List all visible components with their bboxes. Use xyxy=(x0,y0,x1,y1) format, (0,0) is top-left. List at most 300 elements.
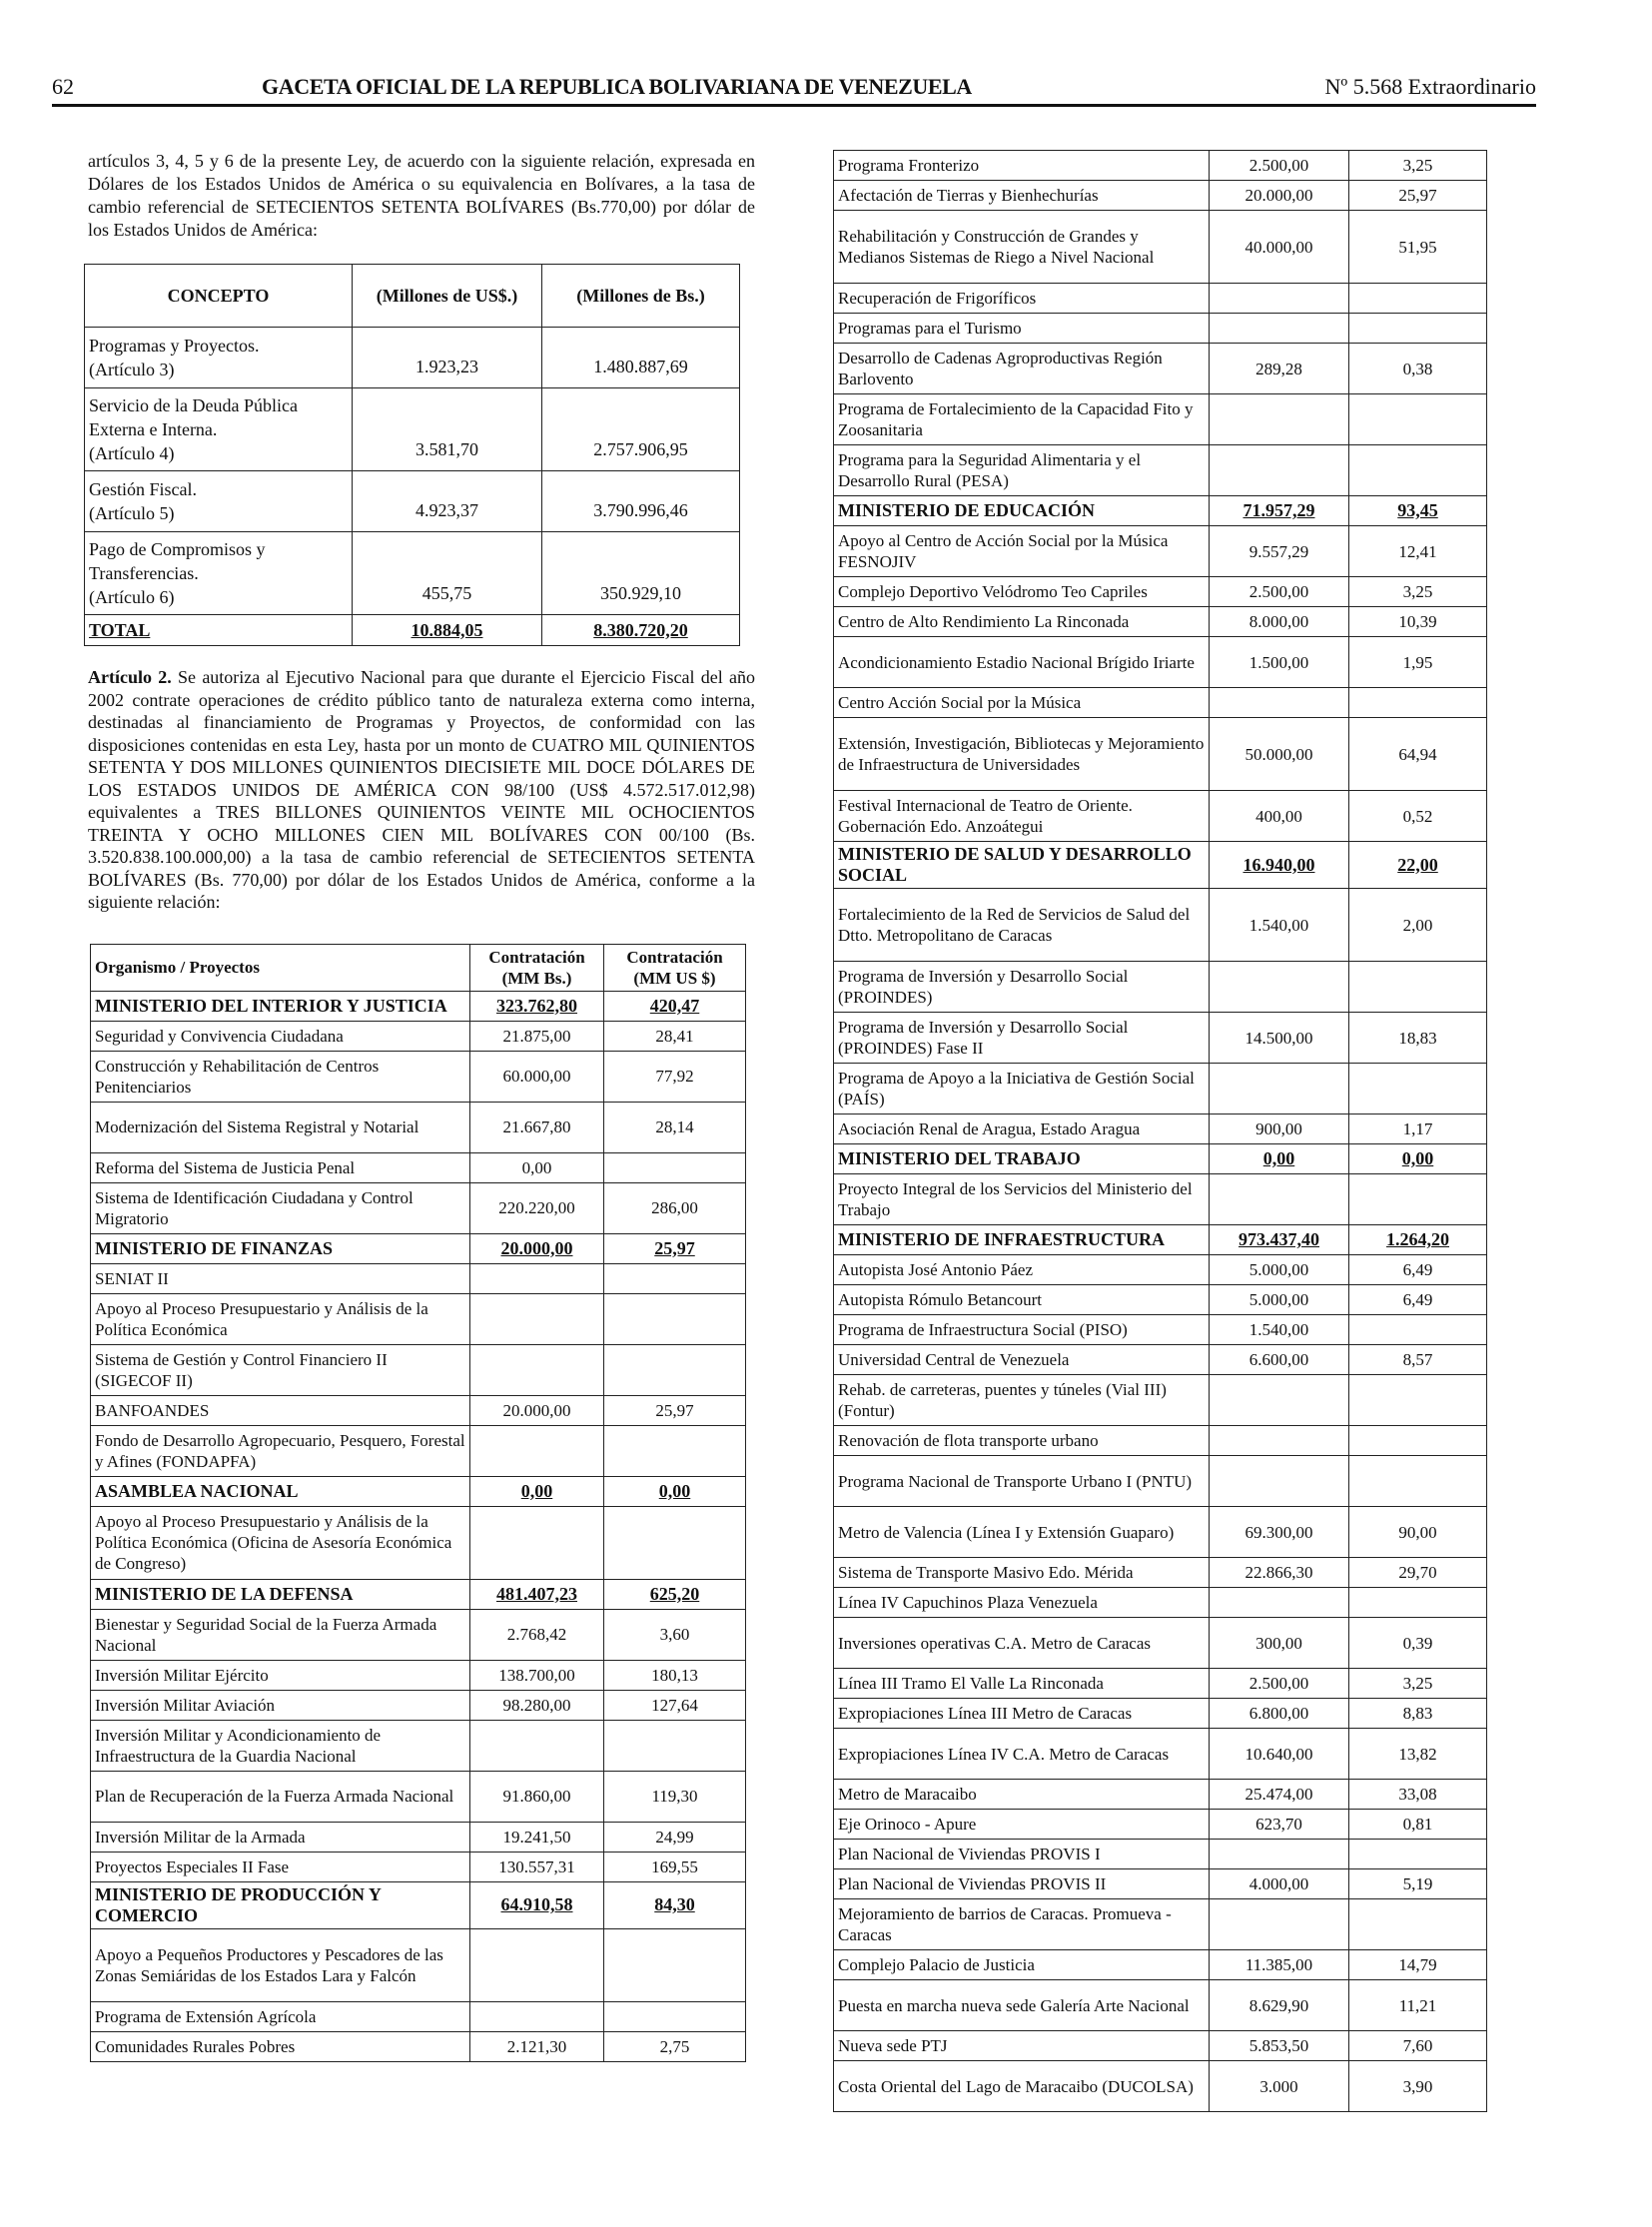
project-usd-amount: 10,39 xyxy=(1349,607,1487,637)
project-name: BANFOANDES xyxy=(91,1395,470,1425)
project-row xyxy=(834,607,1487,637)
ministry-row xyxy=(834,1144,1487,1174)
project-usd-amount: 3,60 xyxy=(604,1609,746,1660)
project-name: Apoyo al Proceso Presupuestario y Análisis de la Política Económica (Oficina de Asesoría Económica de Congreso) xyxy=(91,1506,470,1579)
project-usd-amount: 28,41 xyxy=(604,1021,746,1051)
project-usd-amount: 64,94 xyxy=(1349,718,1487,791)
project-bs-amount: 0,00 xyxy=(470,1152,604,1182)
project-name: MINISTERIO DE FINANZAS xyxy=(91,1233,470,1263)
intro-paragraph: artículos 3, 4, 5 y 6 de la presente Ley, de acuerdo con la siguiente relación, expresada en Dólares de los Estados Unidos de América o su equivalencia en Bolívares, a la tasa de cambio referencial de SETECIENTOS SETENTA BOLÍVARES (Bs.770,00) por dólar de los Estados Unidos de América: xyxy=(88,151,755,240)
project-name: Rehabilitación y Construcción de Grandes y Medianos Sistemas de Riego a Nivel Nacional xyxy=(834,211,1210,284)
project-bs-amount: 22.866,30 xyxy=(1210,1558,1349,1588)
project-usd-amount xyxy=(1349,1899,1487,1950)
project-usd-amount xyxy=(1349,314,1487,344)
project-row xyxy=(834,1375,1487,1426)
project-name: Inversión Militar y Acondicionamiento de Infraestructura de la Guardia Nacional xyxy=(91,1720,470,1771)
summary-bs-value: 350.929,10 xyxy=(542,532,740,615)
project-name: Festival Internacional de Teatro de Oriente. Gobernación Edo. Anzoátegui xyxy=(834,791,1210,842)
project-bs-amount xyxy=(1210,1375,1349,1426)
project-bs-amount xyxy=(1210,1064,1349,1114)
project-usd-amount: 3,25 xyxy=(1349,1669,1487,1699)
project-usd-amount: 3,25 xyxy=(1349,577,1487,607)
project-name: Programa de Extensión Agrícola xyxy=(91,2001,470,2031)
summary-concept xyxy=(85,328,353,388)
project-name: MINISTERIO DE PRODUCCIÓN Y COMERCIO xyxy=(91,1881,470,1928)
project-row xyxy=(834,1426,1487,1456)
project-bs-amount: 289,28 xyxy=(1210,344,1349,394)
project-bs-amount: 19.241,50 xyxy=(470,1822,604,1852)
project-usd-amount: 0,38 xyxy=(1349,344,1487,394)
project-name: Complejo Palacio de Justicia xyxy=(834,1950,1210,1980)
project-usd-amount: 51,95 xyxy=(1349,211,1487,284)
project-row xyxy=(91,2001,746,2031)
project-bs-amount: 20.000,00 xyxy=(470,1395,604,1425)
project-usd-amount: 22,00 xyxy=(1349,842,1487,889)
project-name: Programa de Inversión y Desarrollo Social (PROINDES) Fase II xyxy=(834,1013,1210,1064)
project-name: Metro de Maracaibo xyxy=(834,1780,1210,1810)
project-row xyxy=(834,526,1487,577)
project-usd-amount xyxy=(604,1344,746,1395)
project-usd-amount xyxy=(1349,1174,1487,1225)
project-usd-amount: 12,41 xyxy=(1349,526,1487,577)
project-name: Extensión, Investigación, Bibliotecas y Mejoramiento de Infraestructura de Universidades xyxy=(834,718,1210,791)
page-header xyxy=(52,74,1536,107)
project-bs-amount xyxy=(470,1263,604,1293)
ministry-row xyxy=(91,1579,746,1609)
project-row xyxy=(834,1558,1487,1588)
project-row xyxy=(834,688,1487,718)
project-name: Costa Oriental del Lago de Maracaibo (DUCOLSA) xyxy=(834,2061,1210,2112)
project-bs-amount xyxy=(1210,1840,1349,1869)
project-name: Programa Nacional de Transporte Urbano I (PNTU) xyxy=(834,1456,1210,1507)
project-row xyxy=(91,1609,746,1660)
project-name: Autopista José Antonio Páez xyxy=(834,1255,1210,1285)
project-bs-amount: 400,00 xyxy=(1210,791,1349,842)
project-bs-amount: 623,70 xyxy=(1210,1810,1349,1840)
project-row xyxy=(834,1899,1487,1950)
project-row xyxy=(91,1660,746,1690)
project-row xyxy=(834,1840,1487,1869)
project-usd-amount xyxy=(604,1425,746,1476)
project-row xyxy=(91,2031,746,2061)
project-name: Programa de Apoyo a la Iniciativa de Gestión Social (PAÍS) xyxy=(834,1064,1210,1114)
project-name: Reforma del Sistema de Justicia Penal xyxy=(91,1152,470,1182)
project-name: Sistema de Transporte Masivo Edo. Mérida xyxy=(834,1558,1210,1588)
project-bs-amount xyxy=(1210,445,1349,496)
project-name: Plan Nacional de Viviendas PROVIS II xyxy=(834,1869,1210,1899)
project-usd-amount: 8,83 xyxy=(1349,1699,1487,1729)
project-row xyxy=(834,394,1487,445)
project-row xyxy=(834,284,1487,314)
project-usd-amount: 1,17 xyxy=(1349,1114,1487,1144)
project-row xyxy=(834,1456,1487,1507)
project-name: MINISTERIO DE SALUD Y DESARROLLO SOCIAL xyxy=(834,842,1210,889)
project-name: Complejo Deportivo Velódromo Teo Capriles xyxy=(834,577,1210,607)
project-usd-amount: 28,14 xyxy=(604,1102,746,1152)
project-bs-amount: 11.385,00 xyxy=(1210,1950,1349,1980)
project-bs-amount: 21.875,00 xyxy=(470,1021,604,1051)
project-bs-amount: 300,00 xyxy=(1210,1618,1349,1669)
project-usd-amount: 18,83 xyxy=(1349,1013,1487,1064)
project-usd-amount: 93,45 xyxy=(1349,496,1487,526)
project-usd-amount: 33,08 xyxy=(1349,1780,1487,1810)
summary-table xyxy=(84,264,740,646)
project-name: Programa de Fortalecimiento de la Capacidad Fito y Zoosanitaria xyxy=(834,394,1210,445)
project-bs-amount xyxy=(1210,1588,1349,1618)
project-bs-amount: 2.500,00 xyxy=(1210,151,1349,181)
issue-number: Nº 5.568 Extraordinario xyxy=(1324,74,1536,99)
ministry-row xyxy=(91,991,746,1021)
project-bs-amount xyxy=(470,1720,604,1771)
project-usd-amount xyxy=(604,1152,746,1182)
project-name: Universidad Central de Venezuela xyxy=(834,1345,1210,1375)
project-name: Puesta en marcha nueva sede Galería Arte Nacional xyxy=(834,1980,1210,2031)
project-bs-amount: 1.500,00 xyxy=(1210,637,1349,688)
project-bs-amount: 2.121,30 xyxy=(470,2031,604,2061)
project-usd-amount: 11,21 xyxy=(1349,1980,1487,2031)
summary-row xyxy=(85,471,740,532)
project-bs-amount: 2.768,42 xyxy=(470,1609,604,1660)
project-name: Autopista Rómulo Betancourt xyxy=(834,1285,1210,1315)
project-row xyxy=(91,1152,746,1182)
project-name: Fondo de Desarrollo Agropecuario, Pesquero, Forestal y Afines (FONDAPFA) xyxy=(91,1425,470,1476)
project-name: Seguridad y Convivencia Ciudadana xyxy=(91,1021,470,1051)
project-usd-amount: 1,95 xyxy=(1349,637,1487,688)
project-row xyxy=(834,211,1487,284)
project-row xyxy=(834,1174,1487,1225)
projects-header-row xyxy=(91,944,746,991)
project-name: Mejoramiento de barrios de Caracas. Promueva -Caracas xyxy=(834,1899,1210,1950)
project-bs-amount: 4.000,00 xyxy=(1210,1869,1349,1899)
summary-header-bs: (Millones de Bs.) xyxy=(542,265,740,328)
project-name: Construcción y Rehabilitación de Centros Penitenciarios xyxy=(91,1051,470,1102)
project-usd-amount: 25,97 xyxy=(1349,181,1487,211)
project-bs-amount: 130.557,31 xyxy=(470,1852,604,1881)
project-usd-amount: 8,57 xyxy=(1349,1345,1487,1375)
project-usd-amount: 14,79 xyxy=(1349,1950,1487,1980)
page-number: 62 xyxy=(52,74,74,99)
project-bs-amount xyxy=(1210,1456,1349,1507)
project-name: Sistema de Identificación Ciudadana y Control Migratorio xyxy=(91,1182,470,1233)
summary-concept-label: Pago de Compromisos y Transferencias. xyxy=(89,539,266,583)
project-bs-amount: 64.910,58 xyxy=(470,1881,604,1928)
project-row xyxy=(91,1425,746,1476)
project-row xyxy=(91,1395,746,1425)
ministry-row xyxy=(834,842,1487,889)
project-usd-amount: 2,75 xyxy=(604,2031,746,2061)
project-name: Inversión Militar Aviación xyxy=(91,1690,470,1720)
project-name: MINISTERIO DE INFRAESTRUCTURA xyxy=(834,1225,1210,1255)
project-bs-amount xyxy=(470,1425,604,1476)
project-bs-amount: 91.860,00 xyxy=(470,1771,604,1822)
project-name: Programa de Infraestructura Social (PISO) xyxy=(834,1315,1210,1345)
project-usd-amount: 84,30 xyxy=(604,1881,746,1928)
project-row xyxy=(834,791,1487,842)
project-row xyxy=(834,445,1487,496)
project-bs-amount xyxy=(1210,962,1349,1013)
projects-table-left xyxy=(90,944,746,2062)
project-bs-amount: 900,00 xyxy=(1210,1114,1349,1144)
project-row xyxy=(91,1771,746,1822)
project-name: Nueva sede PTJ xyxy=(834,2031,1210,2061)
project-name: Desarrollo de Cadenas Agroproductivas Región Barlovento xyxy=(834,344,1210,394)
project-bs-amount: 5.853,50 xyxy=(1210,2031,1349,2061)
project-row xyxy=(91,1720,746,1771)
project-row xyxy=(91,1293,746,1344)
project-bs-amount xyxy=(1210,284,1349,314)
project-name: Plan de Recuperación de la Fuerza Armada Nacional xyxy=(91,1771,470,1822)
project-name: MINISTERIO DEL TRABAJO xyxy=(834,1144,1210,1174)
project-name: ASAMBLEA NACIONAL xyxy=(91,1476,470,1506)
summary-usd-value: 455,75 xyxy=(353,532,542,615)
project-usd-amount: 7,60 xyxy=(1349,2031,1487,2061)
project-bs-amount: 973.437,40 xyxy=(1210,1225,1349,1255)
project-usd-amount: 6,49 xyxy=(1349,1255,1487,1285)
project-row xyxy=(91,1263,746,1293)
project-row xyxy=(834,151,1487,181)
project-name: Línea IV Capuchinos Plaza Venezuela xyxy=(834,1588,1210,1618)
project-row xyxy=(834,1285,1487,1315)
project-row xyxy=(834,1699,1487,1729)
project-bs-amount xyxy=(470,2001,604,2031)
project-usd-amount xyxy=(1349,1840,1487,1869)
project-usd-amount: 6,49 xyxy=(1349,1285,1487,1315)
project-bs-amount: 20.000,00 xyxy=(1210,181,1349,211)
project-name: Acondicionamiento Estadio Nacional Brígido Iriarte xyxy=(834,637,1210,688)
project-usd-amount: 0,39 xyxy=(1349,1618,1487,1669)
summary-row xyxy=(85,532,740,615)
project-name: Recuperación de Frigoríficos xyxy=(834,284,1210,314)
project-row xyxy=(834,1588,1487,1618)
project-usd-amount: 0,00 xyxy=(1349,1144,1487,1174)
project-name: Expropiaciones Línea IV C.A. Metro de Caracas xyxy=(834,1729,1210,1780)
project-usd-amount xyxy=(1349,962,1487,1013)
project-usd-amount: 420,47 xyxy=(604,991,746,1021)
project-bs-amount: 481.407,23 xyxy=(470,1579,604,1609)
project-row xyxy=(91,1102,746,1152)
summary-header-usd: (Millones de US$.) xyxy=(353,265,542,328)
project-row xyxy=(834,1013,1487,1064)
project-name: Apoyo al Proceso Presupuestario y Análisis de la Política Económica xyxy=(91,1293,470,1344)
project-name: Metro de Valencia (Línea I y Extensión Guaparo) xyxy=(834,1507,1210,1558)
ministry-row xyxy=(91,1233,746,1263)
summary-concept xyxy=(85,471,353,532)
summary-usd-value: 3.581,70 xyxy=(353,388,542,471)
project-usd-amount xyxy=(604,1720,746,1771)
project-name: Apoyo al Centro de Acción Social por la Música FESNOJIV xyxy=(834,526,1210,577)
project-name: Proyectos Especiales II Fase xyxy=(91,1852,470,1881)
project-bs-amount xyxy=(1210,688,1349,718)
projects-header-bs: Contratación (MM Bs.) xyxy=(470,944,604,991)
project-name: Apoyo a Pequeños Productores y Pescadores de las Zonas Semiáridas de los Estados Lara y Falcón xyxy=(91,1928,470,2001)
ministry-row xyxy=(834,1225,1487,1255)
project-usd-amount xyxy=(1349,284,1487,314)
project-row xyxy=(834,637,1487,688)
project-usd-amount: 169,55 xyxy=(604,1852,746,1881)
project-bs-amount: 1.540,00 xyxy=(1210,1315,1349,1345)
project-usd-amount xyxy=(604,1263,746,1293)
project-bs-amount: 40.000,00 xyxy=(1210,211,1349,284)
project-name: MINISTERIO DE LA DEFENSA xyxy=(91,1579,470,1609)
project-row xyxy=(834,314,1487,344)
project-row xyxy=(834,344,1487,394)
project-name: Comunidades Rurales Pobres xyxy=(91,2031,470,2061)
project-usd-amount xyxy=(604,2001,746,2031)
project-usd-amount: 0,81 xyxy=(1349,1810,1487,1840)
project-row xyxy=(91,1344,746,1395)
project-bs-amount: 10.640,00 xyxy=(1210,1729,1349,1780)
summary-bs-value: 3.790.996,46 xyxy=(542,471,740,532)
project-row xyxy=(91,1852,746,1881)
project-row xyxy=(834,1618,1487,1669)
project-name: Modernización del Sistema Registral y Notarial xyxy=(91,1102,470,1152)
summary-header-row xyxy=(85,265,740,328)
project-row xyxy=(834,1345,1487,1375)
project-name: SENIAT II xyxy=(91,1263,470,1293)
project-bs-amount: 6.800,00 xyxy=(1210,1699,1349,1729)
project-bs-amount: 8.000,00 xyxy=(1210,607,1349,637)
project-row xyxy=(91,1021,746,1051)
project-bs-amount: 14.500,00 xyxy=(1210,1013,1349,1064)
project-row xyxy=(834,1669,1487,1699)
project-row xyxy=(834,1780,1487,1810)
project-row xyxy=(91,1051,746,1102)
project-name: MINISTERIO DE EDUCACIÓN xyxy=(834,496,1210,526)
summary-usd-value: 1.923,23 xyxy=(353,328,542,388)
project-row xyxy=(834,1315,1487,1345)
project-bs-amount: 0,00 xyxy=(1210,1144,1349,1174)
project-usd-amount xyxy=(1349,1456,1487,1507)
summary-row xyxy=(85,388,740,471)
project-name: Plan Nacional de Viviendas PROVIS I xyxy=(834,1840,1210,1869)
project-row xyxy=(834,2031,1487,2061)
project-row xyxy=(834,1114,1487,1144)
project-row xyxy=(834,889,1487,962)
project-row xyxy=(834,1064,1487,1114)
project-name: Centro de Alto Rendimiento La Rinconada xyxy=(834,607,1210,637)
summary-concept-label: Servicio de la Deuda Pública Externa e Interna. xyxy=(89,395,298,439)
project-row xyxy=(834,1507,1487,1558)
project-usd-amount: 625,20 xyxy=(604,1579,746,1609)
project-bs-amount: 138.700,00 xyxy=(470,1660,604,1690)
project-row xyxy=(834,1810,1487,1840)
summary-total-usd: 10.884,05 xyxy=(353,615,542,646)
project-usd-amount: 13,82 xyxy=(1349,1729,1487,1780)
project-usd-amount: 127,64 xyxy=(604,1690,746,1720)
summary-concept xyxy=(85,532,353,615)
gazette-title: GACETA OFICIAL DE LA REPUBLICA BOLIVARIANA DE VENEZUELA xyxy=(262,74,972,99)
project-name: Programa de Inversión y Desarrollo Social (PROINDES) xyxy=(834,962,1210,1013)
project-row xyxy=(834,181,1487,211)
project-bs-amount: 25.474,00 xyxy=(1210,1780,1349,1810)
summary-bs-value: 2.757.906,95 xyxy=(542,388,740,471)
project-bs-amount: 71.957,29 xyxy=(1210,496,1349,526)
project-bs-amount: 16.940,00 xyxy=(1210,842,1349,889)
project-name: Fortalecimiento de la Red de Servicios de Salud del Dtto. Metropolitano de Caracas xyxy=(834,889,1210,962)
summary-total-row xyxy=(85,615,740,646)
article-2-label: Artículo 2. xyxy=(88,667,172,687)
summary-concept-label: Gestión Fiscal. xyxy=(89,479,197,499)
summary-article-ref: (Artículo 4) xyxy=(89,443,175,463)
project-usd-amount: 180,13 xyxy=(604,1660,746,1690)
article-2-text: Se autoriza al Ejecutivo Nacional para que durante el Ejercicio Fiscal del año 2002 contrate operaciones de crédito público tanto de naturaleza externa como interna, destinadas al financiamiento de Programas y Proyectos, de conformidad con las disposiciones contenidas en esta Ley, hasta por un monto de CUATRO MIL QUINIENTOS SETENTA Y DOS MILLONES QUINIENTOS DIECISIETE MIL DOCE DÓLARES DE LOS ESTADOS UNIDOS DE AMÉRICA CON 98/100 (US$ 4.572.517.012,98) equivalentes a TRES BILLONES QUINIENTOS VEINTE MIL OCHOCIENTOS TREINTA Y OCHO MILLONES CIEN MIL BOLÍVARES CON 00/100 (Bs. 3.520.838.100.000,00) a la tasa de cambio referencial de SETECIENTOS SETENTA BOLÍVARES (Bs. 770,00) por dólar de los Estados Unidos de América, conforme a la siguiente relación: xyxy=(88,667,756,912)
project-usd-amount: 0,00 xyxy=(604,1476,746,1506)
project-usd-amount: 3,90 xyxy=(1349,2061,1487,2112)
project-name: Renovación de flota transporte urbano xyxy=(834,1426,1210,1456)
project-usd-amount: 3,25 xyxy=(1349,151,1487,181)
project-bs-amount: 69.300,00 xyxy=(1210,1507,1349,1558)
ministry-row xyxy=(91,1881,746,1928)
project-usd-amount: 2,00 xyxy=(1349,889,1487,962)
project-usd-amount xyxy=(1349,688,1487,718)
project-name: Asociación Renal de Aragua, Estado Aragua xyxy=(834,1114,1210,1144)
project-row xyxy=(91,1506,746,1579)
summary-article-ref: (Artículo 5) xyxy=(89,503,175,523)
project-bs-amount: 2.500,00 xyxy=(1210,1669,1349,1699)
project-bs-amount: 1.540,00 xyxy=(1210,889,1349,962)
project-usd-amount: 25,97 xyxy=(604,1233,746,1263)
project-usd-amount xyxy=(604,1506,746,1579)
project-name: Línea III Tramo El Valle La Rinconada xyxy=(834,1669,1210,1699)
summary-total-bs: 8.380.720,20 xyxy=(542,615,740,646)
right-column xyxy=(833,150,1488,2112)
project-usd-amount xyxy=(1349,445,1487,496)
project-usd-amount: 5,19 xyxy=(1349,1869,1487,1899)
project-usd-amount xyxy=(1349,394,1487,445)
project-name: Programas para el Turismo xyxy=(834,314,1210,344)
projects-header-usd: Contratación (MM US $) xyxy=(604,944,746,991)
project-row xyxy=(834,577,1487,607)
project-bs-amount: 6.600,00 xyxy=(1210,1345,1349,1375)
project-name: Expropiaciones Línea III Metro de Caracas xyxy=(834,1699,1210,1729)
project-bs-amount: 5.000,00 xyxy=(1210,1255,1349,1285)
projects-table-right xyxy=(833,150,1487,2112)
project-name: Sistema de Gestión y Control Financiero II (SIGECOF II) xyxy=(91,1344,470,1395)
project-name: Afectación de Tierras y Bienhechurías xyxy=(834,181,1210,211)
project-row xyxy=(834,962,1487,1013)
project-usd-amount xyxy=(1349,1315,1487,1345)
project-name: Rehab. de carreteras, puentes y túneles (Vial III) (Fontur) xyxy=(834,1375,1210,1426)
project-usd-amount xyxy=(604,1928,746,2001)
project-bs-amount xyxy=(1210,1174,1349,1225)
project-row xyxy=(834,1950,1487,1980)
project-bs-amount xyxy=(1210,394,1349,445)
project-name: Programa Fronterizo xyxy=(834,151,1210,181)
project-row xyxy=(91,1928,746,2001)
project-bs-amount: 5.000,00 xyxy=(1210,1285,1349,1315)
ministry-row xyxy=(834,496,1487,526)
project-bs-amount xyxy=(1210,1426,1349,1456)
summary-row xyxy=(85,328,740,388)
project-bs-amount: 8.629,90 xyxy=(1210,1980,1349,2031)
summary-usd-value: 4.923,37 xyxy=(353,471,542,532)
project-usd-amount: 77,92 xyxy=(604,1051,746,1102)
project-row xyxy=(834,1869,1487,1899)
project-bs-amount xyxy=(470,1344,604,1395)
project-bs-amount xyxy=(470,1506,604,1579)
project-row xyxy=(834,1729,1487,1780)
summary-concept xyxy=(85,388,353,471)
project-bs-amount: 21.667,80 xyxy=(470,1102,604,1152)
project-bs-amount: 2.500,00 xyxy=(1210,577,1349,607)
project-row xyxy=(91,1182,746,1233)
project-usd-amount xyxy=(1349,1064,1487,1114)
project-bs-amount: 50.000,00 xyxy=(1210,718,1349,791)
project-bs-amount xyxy=(470,1928,604,2001)
project-row xyxy=(834,2061,1487,2112)
ministry-row xyxy=(91,1476,746,1506)
project-usd-amount xyxy=(1349,1426,1487,1456)
